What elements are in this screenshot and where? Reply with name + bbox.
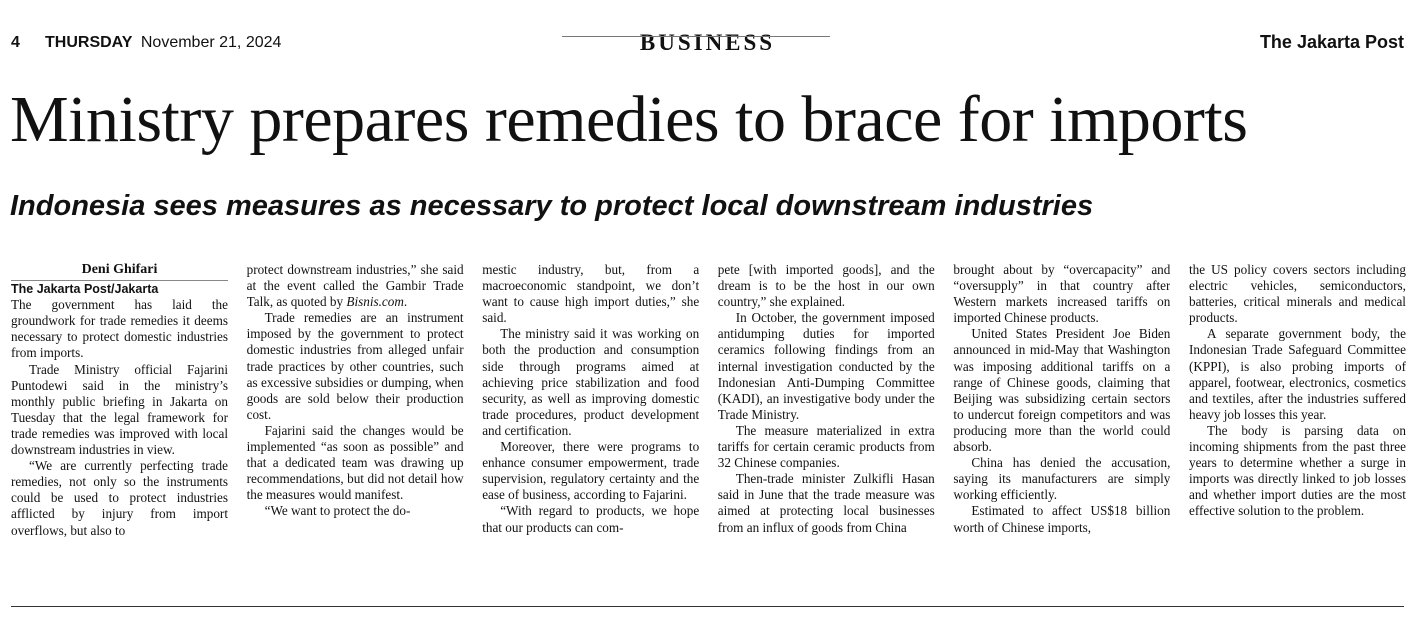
- page-number: 4: [11, 34, 20, 51]
- paragraph: In October, the government imposed antidumping duties for imported ceramics following findings from an internal investigation conducted by the Indonesian Anti-Dumping Committee (KADI), an investigative body under the Trade Ministry.: [717, 310, 935, 422]
- paragraph-text: protect downstream industries,” she said at the event called the Gambir Trade Talk, as quoted by: [246, 262, 464, 310]
- paragraph-continued: brought about by “overcapacity” and “oversupply” in that country after Western markets increased tariffs on imported Chinese products.: [953, 262, 1171, 326]
- paragraph: “With regard to products, we hope that our products can com-: [482, 503, 700, 535]
- paragraph: Then-trade minister Zulkifli Hasan said in June that the trade measure was aimed at protecting local businesses from an influx of goods from China: [717, 471, 935, 535]
- paragraph: “We are currently perfecting trade remedies, not only so the instruments could be used to protect industries afflicted by injury from import overflows, but also to: [11, 458, 228, 538]
- paragraph: Trade Ministry official Fajarini Puntodewi said in the ministry’s monthly public briefing in Jakarta on Tuesday that the legal framework for trade remedies was improved with local downstream industries in view.: [11, 361, 228, 458]
- source-name: Bisnis.com: [346, 294, 404, 310]
- column-3: [482, 262, 699, 582]
- bottom-divider: [11, 606, 1404, 607]
- paragraph: Estimated to affect US$18 billion worth of Chinese imports,: [953, 503, 1171, 535]
- paragraph: Fajarini said the changes would be implemented “as soon as possible” and that a dedicated team was drawing up recommendations, but did not detail how the measures would manifest.: [246, 422, 464, 503]
- byline: Deni Ghifari: [11, 262, 228, 281]
- section-divider: [562, 36, 830, 37]
- issue-date-text: November 21, 2024: [140, 34, 282, 51]
- column-4: [718, 262, 935, 582]
- article-body: [11, 262, 1406, 582]
- paragraph-end: .: [403, 294, 408, 310]
- paragraph-continued: pete [with imported goods], and the dream is to be the host in our own country,” she explained.: [717, 262, 935, 310]
- paragraph: The ministry said it was working on both the production and consumption side through programs aimed at achieving price stabilization and food security, as well as improving domestic trade procedures, product development and certification.: [482, 326, 700, 438]
- column-1: [11, 262, 228, 582]
- paragraph: “We want to protect the do-: [264, 503, 411, 519]
- subheadline: Indonesia sees measures as necessary to protect local downstream industries: [10, 190, 1094, 222]
- paragraph: The government has laid the groundwork for trade remedies it deems necessary to protect domestic industries from imports.: [11, 297, 228, 361]
- column-6: [1189, 262, 1406, 582]
- paragraph: Moreover, there were programs to enhance consumer empowerment, trade supervision, regulatory certainty and the ease of business, according to Fajarini.: [482, 439, 700, 503]
- paragraph-continued: the US policy covers sectors including electric vehicles, semiconductors, batteries, critical minerals and medical products.: [1188, 262, 1406, 326]
- column-2: [247, 262, 464, 582]
- paper-name: The Jakarta Post: [1259, 32, 1404, 52]
- issue-day: THURSDAY: [45, 34, 133, 51]
- paragraph-continued: [247, 262, 464, 310]
- headline: Ministry prepares remedies to brace for imports: [10, 83, 1248, 156]
- paragraph-continued: mestic industry, but, from a macroeconomic standpoint, we don’t want to cause high import duties,” she said.: [482, 262, 700, 326]
- paragraph: United States President Joe Biden announced in mid-May that Washington was imposing additional tariffs on a range of Chinese goods, claiming that Beijing was subsidizing certain sectors to undercut foreign competitors and was producing more than the world could absorb.: [953, 326, 1171, 455]
- paragraph: China has denied the accusation, saying its manufacturers are simply working efficiently.: [953, 455, 1171, 503]
- paragraph: The measure materialized in extra tariffs for certain ceramic products from 32 Chinese companies.: [717, 422, 935, 471]
- story-dateline: The Jakarta Post/Jakarta: [11, 282, 159, 297]
- paragraph: A separate government body, the Indonesian Trade Safeguard Committee (KPPI), is also probing imports of apparel, footwear, electronics, cosmetics and textiles, after the industries suffered heavy job losses this year.: [1188, 326, 1406, 422]
- section-title: BUSINESS: [639, 30, 776, 55]
- paragraph: Trade remedies are an instrument imposed by the government to protect domestic industries from alleged unfair trade practices by other countries, such as excessive subsidies or dumping, when goods are sold below their production cost.: [246, 310, 464, 422]
- column-5: [953, 262, 1170, 582]
- paragraph: The body is parsing data on incoming shipments from the past three years to determine whether a surge in imports was directly linked to job losses and whether import duties are the most effective solution to the problem.: [1188, 422, 1406, 519]
